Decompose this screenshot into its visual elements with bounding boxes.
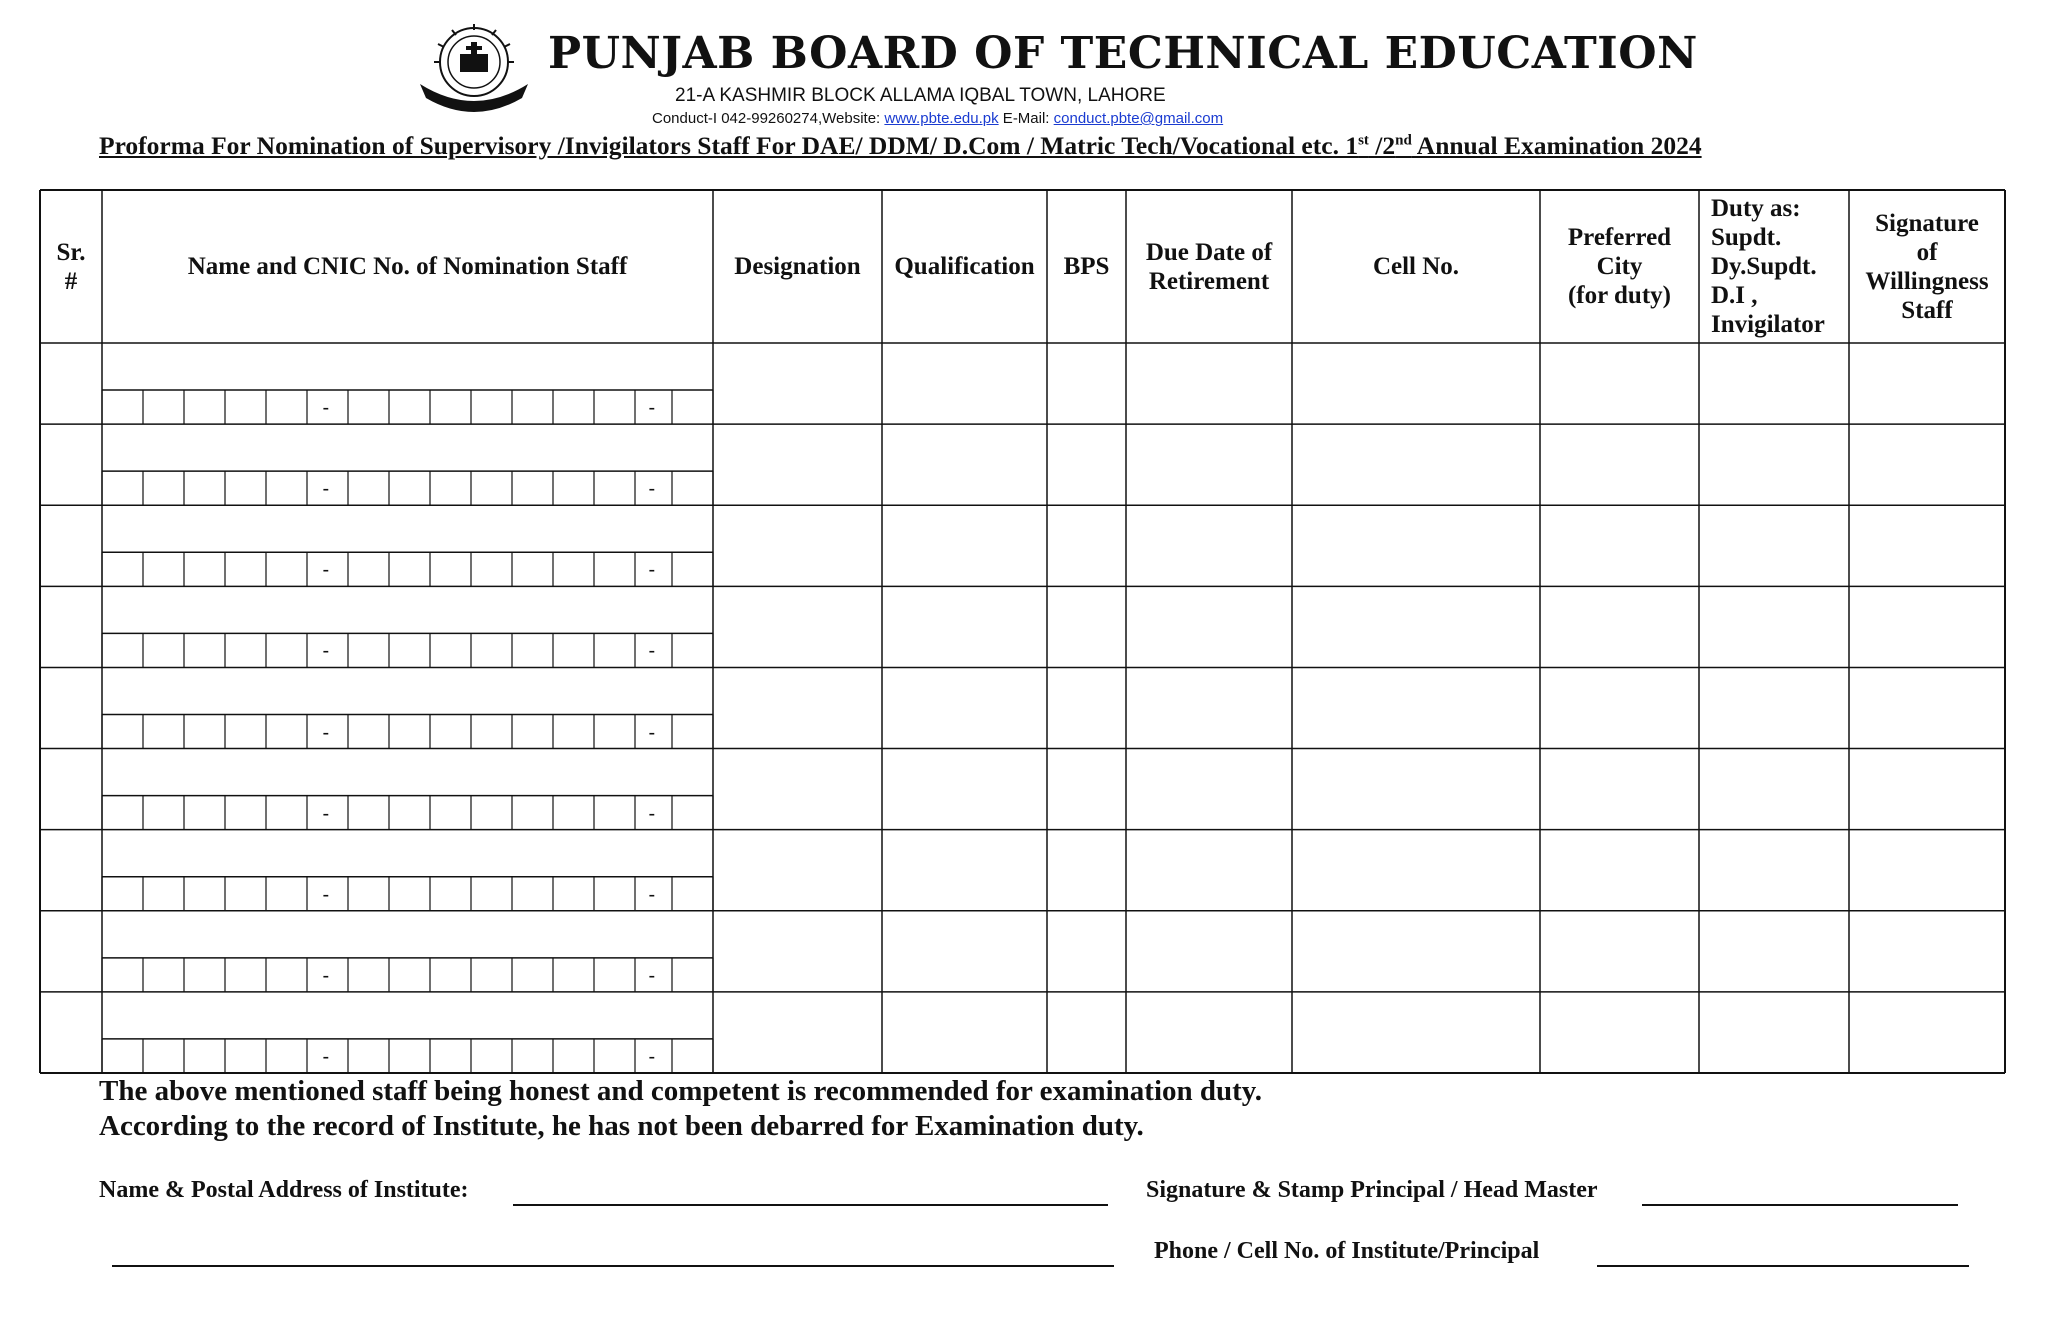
contact-prefix: Conduct-I 042-99260274,Website: [652, 110, 885, 127]
institute-address-line[interactable] [112, 1265, 1114, 1267]
cnic-dash: - [322, 721, 330, 744]
col-signature-header: Signature of Willingness Staff [1865, 209, 1989, 324]
cnic-dash: - [322, 559, 330, 582]
col-city-header: Preferred City (for duty) [1567, 224, 1672, 309]
cnic-dash: - [648, 559, 656, 582]
cnic-dash: - [648, 640, 656, 663]
col-duty-header: Duty as: Supdt. Dy.Supdt. D.I , Invigilator [1711, 195, 1825, 338]
recommendation-line-2: According to the record of Institute, he has not been debarred for Examination duty. [99, 1110, 1144, 1142]
proforma-text-3: Annual Examination 2024 [1411, 131, 1702, 160]
cnic-dash: - [322, 1045, 330, 1068]
cnic-dash: - [648, 397, 656, 420]
institute-name-label: Name & Postal Address of Institute: [99, 1177, 469, 1203]
cnic-dash: - [322, 964, 330, 987]
proforma-sup-2: nd [1395, 132, 1412, 149]
institute-name-line[interactable] [513, 1204, 1108, 1206]
cnic-dash: - [648, 802, 656, 825]
cnic-dash: - [322, 478, 330, 501]
cnic-dash: - [648, 721, 656, 744]
phone-line[interactable] [1597, 1265, 1969, 1267]
cnic-dash: - [648, 478, 656, 501]
email-link[interactable]: conduct.pbte@gmail.com [1053, 110, 1224, 127]
principal-signature-line[interactable] [1642, 1204, 1958, 1206]
proforma-sup-1: st [1358, 132, 1369, 149]
principal-signature-label: Signature & Stamp Principal / Head Master [1146, 1177, 1598, 1203]
recommendation-line-1: The above mentioned staff being honest and competent is recommended for examination duty. [99, 1075, 1262, 1107]
col-designation-header: Designation [734, 253, 861, 280]
col-name-cnic-header: Name and CNIC No. of Nomination Staff [187, 253, 628, 280]
website-link[interactable]: www.pbte.edu.pk [884, 110, 999, 127]
cnic-dash: - [322, 883, 330, 906]
proforma-text-2: /2 [1368, 131, 1396, 160]
phone-label: Phone / Cell No. of Institute/Principal [1154, 1238, 1540, 1264]
cnic-dash: - [648, 1045, 656, 1068]
email-prefix: E-Mail: [998, 110, 1054, 127]
col-qualification-header: Qualification [894, 253, 1035, 280]
cnic-dash: - [322, 640, 330, 663]
col-bps-header: BPS [1063, 253, 1110, 280]
cnic-dash: - [648, 883, 656, 906]
cnic-dash: - [648, 964, 656, 987]
cnic-dash: - [322, 802, 330, 825]
cnic-dash: - [322, 397, 330, 420]
proforma-text-1: Proforma For Nomination of Supervisory /Invigilators Staff For DAE/ DDM/ D.Com / Matric Tech/Vocational etc. 1 [99, 131, 1359, 160]
col-retirement-header: Due Date of Retirement [1145, 238, 1273, 295]
org-title: PUNJAB BOARD OF TECHNICAL EDUCATION [548, 28, 1698, 79]
col-sr-header: Sr. # [56, 238, 86, 295]
org-address: 21-A KASHMIR BLOCK ALLAMA IQBAL TOWN, LAHORE [675, 85, 1166, 106]
col-cell-header: Cell No. [1372, 253, 1460, 280]
